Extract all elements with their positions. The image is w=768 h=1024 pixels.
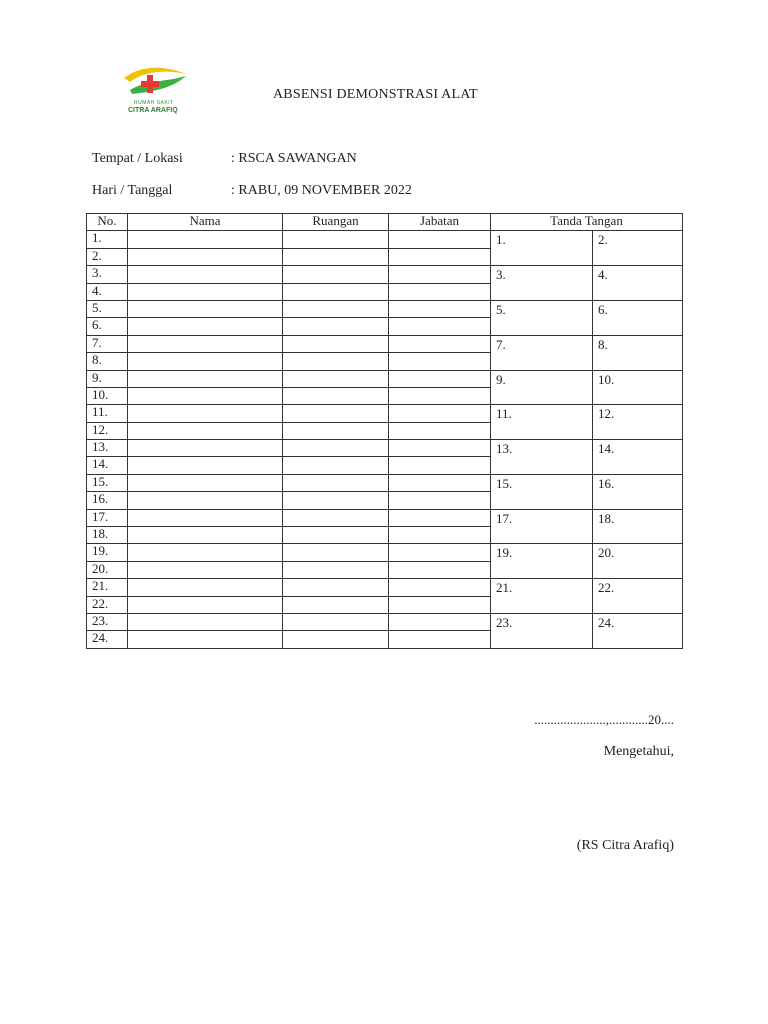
acknowledged-label: Mengetahui, xyxy=(603,744,674,759)
header-tanda-tangan: Tanda Tangan xyxy=(491,214,683,231)
table-row xyxy=(87,266,683,283)
jabatan-cell[interactable] xyxy=(389,631,491,648)
signature-cell[interactable]: 22. xyxy=(593,579,683,614)
jabatan-cell[interactable] xyxy=(389,231,491,248)
nama-cell[interactable] xyxy=(128,318,283,335)
date-label: Hari / Tanggal xyxy=(92,183,173,198)
ruangan-cell[interactable] xyxy=(283,631,389,648)
ruangan-cell[interactable] xyxy=(283,474,389,491)
nama-cell[interactable] xyxy=(128,457,283,474)
nama-cell[interactable] xyxy=(128,613,283,630)
signature-cell[interactable]: 8. xyxy=(593,335,683,370)
nama-cell[interactable] xyxy=(128,440,283,457)
signature-cell[interactable]: 15. xyxy=(491,474,593,509)
header-no: No. xyxy=(87,214,128,231)
nama-cell[interactable] xyxy=(128,405,283,422)
ruangan-cell[interactable] xyxy=(283,405,389,422)
table-row xyxy=(87,579,683,596)
table-row xyxy=(87,231,683,248)
jabatan-cell[interactable] xyxy=(389,544,491,561)
ruangan-cell[interactable] xyxy=(283,248,389,265)
nama-cell[interactable] xyxy=(128,335,283,352)
row-number: 18. xyxy=(87,527,128,544)
header-ruangan: Ruangan xyxy=(283,214,389,231)
hospital-logo xyxy=(122,64,192,120)
row-number: 2. xyxy=(87,248,128,265)
nama-cell[interactable] xyxy=(128,596,283,613)
row-number: 7. xyxy=(87,335,128,352)
signature-cell[interactable]: 13. xyxy=(491,440,593,475)
jabatan-cell[interactable] xyxy=(389,266,491,283)
nama-cell[interactable] xyxy=(128,422,283,439)
jabatan-cell[interactable] xyxy=(389,492,491,509)
row-number: 20. xyxy=(87,561,128,578)
jabatan-cell[interactable] xyxy=(389,335,491,352)
ruangan-cell[interactable] xyxy=(283,370,389,387)
row-number: 3. xyxy=(87,266,128,283)
jabatan-cell[interactable] xyxy=(389,387,491,404)
row-number: 11. xyxy=(87,405,128,422)
logo-emblem-icon xyxy=(122,64,192,104)
table-row xyxy=(87,370,683,387)
jabatan-cell[interactable] xyxy=(389,527,491,544)
table-row xyxy=(87,300,683,317)
jabatan-cell[interactable] xyxy=(389,248,491,265)
table-row xyxy=(87,335,683,352)
ruangan-cell[interactable] xyxy=(283,387,389,404)
nama-cell[interactable] xyxy=(128,492,283,509)
signature-cell[interactable]: 6. xyxy=(593,300,683,335)
ruangan-cell[interactable] xyxy=(283,353,389,370)
jabatan-cell[interactable] xyxy=(389,457,491,474)
row-number: 4. xyxy=(87,283,128,300)
signature-cell[interactable]: 2. xyxy=(593,231,683,266)
ruangan-cell[interactable] xyxy=(283,613,389,630)
jabatan-cell[interactable] xyxy=(389,353,491,370)
signature-cell[interactable]: 16. xyxy=(593,474,683,509)
signature-cell[interactable]: 9. xyxy=(491,370,593,405)
location-value: : RSCA SAWANGAN xyxy=(231,151,357,166)
nama-cell[interactable] xyxy=(128,509,283,526)
jabatan-cell[interactable] xyxy=(389,370,491,387)
attendance-table xyxy=(86,213,683,649)
nama-cell[interactable] xyxy=(128,231,283,248)
ruangan-cell[interactable] xyxy=(283,457,389,474)
jabatan-cell[interactable] xyxy=(389,561,491,578)
row-number: 9. xyxy=(87,370,128,387)
ruangan-cell[interactable] xyxy=(283,283,389,300)
ruangan-cell[interactable] xyxy=(283,318,389,335)
nama-cell[interactable] xyxy=(128,579,283,596)
jabatan-cell[interactable] xyxy=(389,596,491,613)
row-number: 21. xyxy=(87,579,128,596)
row-number: 23. xyxy=(87,613,128,630)
row-number: 22. xyxy=(87,596,128,613)
table-row xyxy=(87,544,683,561)
row-number: 8. xyxy=(87,353,128,370)
ruangan-cell[interactable] xyxy=(283,440,389,457)
jabatan-cell[interactable] xyxy=(389,579,491,596)
signature-cell[interactable]: 18. xyxy=(593,509,683,544)
signature-cell[interactable]: 12. xyxy=(593,405,683,440)
ruangan-cell[interactable] xyxy=(283,596,389,613)
logo-cross-horizontal xyxy=(141,81,159,87)
row-number: 6. xyxy=(87,318,128,335)
nama-cell[interactable] xyxy=(128,283,283,300)
ruangan-cell[interactable] xyxy=(283,300,389,317)
nama-cell[interactable] xyxy=(128,631,283,648)
ruangan-cell[interactable] xyxy=(283,231,389,248)
location-label: Tempat / Lokasi xyxy=(92,151,183,166)
logo-name: CITRA ARAFIQ xyxy=(128,107,178,114)
row-number: 5. xyxy=(87,300,128,317)
ruangan-cell[interactable] xyxy=(283,544,389,561)
nama-cell[interactable] xyxy=(128,544,283,561)
signature-cell[interactable]: 3. xyxy=(491,266,593,301)
jabatan-cell[interactable] xyxy=(389,405,491,422)
table-row xyxy=(87,440,683,457)
place-date-line: ......................,............20.... xyxy=(534,712,674,727)
nama-cell[interactable] xyxy=(128,353,283,370)
jabatan-cell[interactable] xyxy=(389,613,491,630)
signatory-name: (RS Citra Arafiq) xyxy=(576,838,674,853)
row-number: 24. xyxy=(87,631,128,648)
signature-cell[interactable]: 21. xyxy=(491,579,593,614)
jabatan-cell[interactable] xyxy=(389,509,491,526)
nama-cell[interactable] xyxy=(128,370,283,387)
signature-cell[interactable]: 7. xyxy=(491,335,593,370)
nama-cell[interactable] xyxy=(128,266,283,283)
row-number: 14. xyxy=(87,457,128,474)
table-row xyxy=(87,613,683,630)
row-number: 16. xyxy=(87,492,128,509)
signature-cell[interactable]: 5. xyxy=(491,300,593,335)
table-row xyxy=(87,474,683,491)
date-value: : RABU, 09 NOVEMBER 2022 xyxy=(231,183,412,198)
signature-cell[interactable]: 10. xyxy=(593,370,683,405)
jabatan-cell[interactable] xyxy=(389,283,491,300)
nama-cell[interactable] xyxy=(128,527,283,544)
ruangan-cell[interactable] xyxy=(283,527,389,544)
ruangan-cell[interactable] xyxy=(283,492,389,509)
signature-cell[interactable]: 24. xyxy=(593,613,683,648)
signature-cell[interactable]: 17. xyxy=(491,509,593,544)
row-number: 19. xyxy=(87,544,128,561)
row-number: 1. xyxy=(87,231,128,248)
signature-cell[interactable]: 1. xyxy=(491,231,593,266)
ruangan-cell[interactable] xyxy=(283,422,389,439)
ruangan-cell[interactable] xyxy=(283,561,389,578)
header-jabatan: Jabatan xyxy=(389,214,491,231)
signature-cell[interactable]: 11. xyxy=(491,405,593,440)
row-number: 17. xyxy=(87,509,128,526)
ruangan-cell[interactable] xyxy=(283,335,389,352)
row-number: 15. xyxy=(87,474,128,491)
nama-cell[interactable] xyxy=(128,474,283,491)
jabatan-cell[interactable] xyxy=(389,422,491,439)
jabatan-cell[interactable] xyxy=(389,474,491,491)
signature-cell[interactable]: 20. xyxy=(593,544,683,579)
jabatan-cell[interactable] xyxy=(389,440,491,457)
document-title: ABSENSI DEMONSTRASI ALAT xyxy=(273,87,478,102)
signature-cell[interactable]: 23. xyxy=(491,613,593,648)
location-row xyxy=(92,151,357,167)
nama-cell[interactable] xyxy=(128,248,283,265)
logo-subtitle: RUMAH SAKIT xyxy=(134,100,174,106)
signature-cell[interactable]: 14. xyxy=(593,440,683,475)
nama-cell[interactable] xyxy=(128,300,283,317)
row-number: 12. xyxy=(87,422,128,439)
table-row xyxy=(87,405,683,422)
header-nama: Nama xyxy=(128,214,283,231)
date-row xyxy=(92,183,412,199)
nama-cell[interactable] xyxy=(128,561,283,578)
signature-cell[interactable]: 4. xyxy=(593,266,683,301)
table-row xyxy=(87,509,683,526)
signature-cell[interactable]: 19. xyxy=(491,544,593,579)
ruangan-cell[interactable] xyxy=(283,579,389,596)
nama-cell[interactable] xyxy=(128,387,283,404)
jabatan-cell[interactable] xyxy=(389,300,491,317)
row-number: 13. xyxy=(87,440,128,457)
row-number: 10. xyxy=(87,387,128,404)
jabatan-cell[interactable] xyxy=(389,318,491,335)
ruangan-cell[interactable] xyxy=(283,266,389,283)
table-header-row xyxy=(87,214,683,231)
ruangan-cell[interactable] xyxy=(283,509,389,526)
